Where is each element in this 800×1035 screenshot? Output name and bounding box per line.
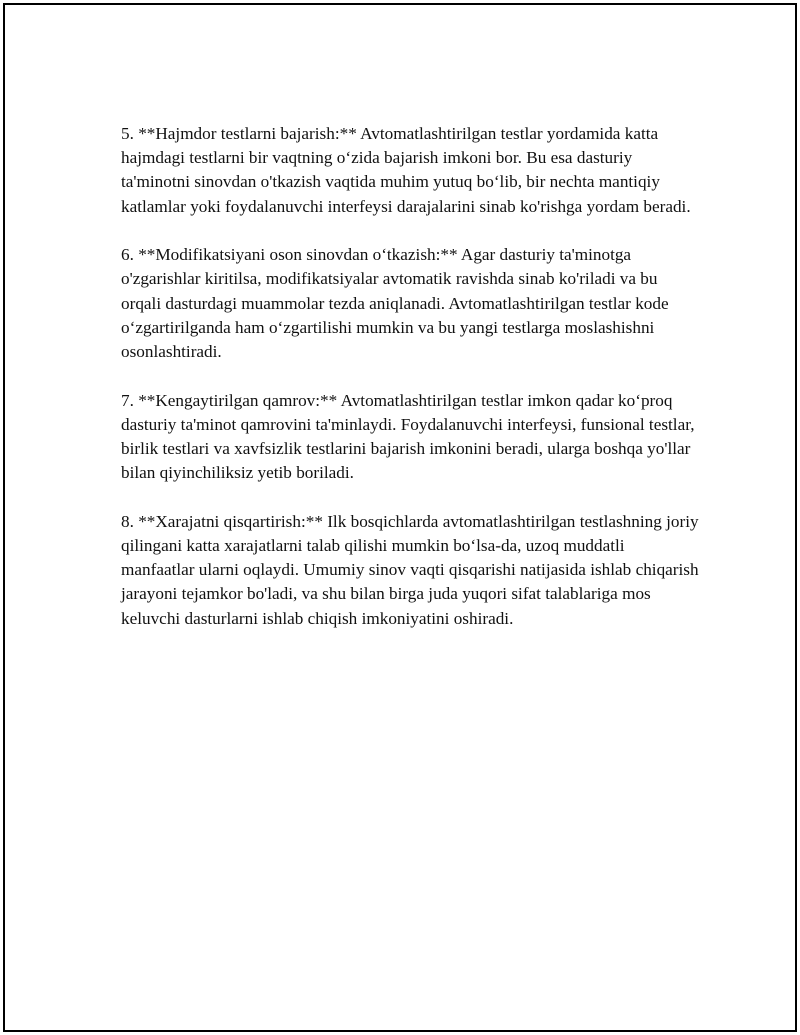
paragraph-item-5: 5. **Hajmdor testlarni bajarish:** Avtomatlashtirilgan testlar yordamida katta hajmdagi testlarni bir vaqtning o‘zida bajarish imkoni bor. Bu esa dasturiy ta'minotni sinovdan o'tkazish vaqtida muhim yutuq bo‘lib, bir nechta mantiqiy katlamlar yoki foydalanuvchi interfeysi darajalarini sinab ko'rishga yordam beradi. bbox=[121, 124, 691, 216]
paragraph-item-7: 7. **Kengaytirilgan qamrov:** Avtomatlashtirilgan testlar imkon qadar ko‘proq dasturiy ta'minot qamrovini ta'minlaydi. Foydalanuvchi interfeysi, funsional testlar, birlik testlari va xavfsizlik testlarini bajarish imkonini beradi, ularga boshqa yo'llar bilan qiyinchiliksiz yetib boriladi. bbox=[121, 390, 695, 483]
document-page bbox=[3, 3, 797, 1032]
paragraph-item-6: 6. **Modifikatsiyani oson sinovdan o‘tkazish:** Agar dasturiy ta'minotga o'zgarishlar kiritilsa, modifikatsiyalar avtomatik ravishda sinab ko'riladi va bu orqali dasturdagi muammolar tezda aniqlanadi. Avtomatlashtirilgan testlar kode o‘zgartirilganda ham o‘zgartilishi mumkin va bu yangi testlarga moslashishni osonlashtiradi. bbox=[121, 245, 669, 362]
paragraph-item-8: 8. **Xarajatni qisqartirish:** Ilk bosqichlarda avtomatlashtirilgan testlashning joriy qilingani katta xarajatlarni talab qilishi mumkin bo‘lsa-da, uzoq muddatli manfaatlar ularni oqlaydi. Umumiy sinov vaqti qisqarishi natijasida ishlab chiqarish jarayoni tejamkor bo'ladi, va shu bilan birga juda yuqori sifat talablariga mos keluvchi dasturlarni ishlab chiqish imkoniyatini oshiradi. bbox=[121, 511, 699, 628]
document-body bbox=[121, 122, 701, 655]
